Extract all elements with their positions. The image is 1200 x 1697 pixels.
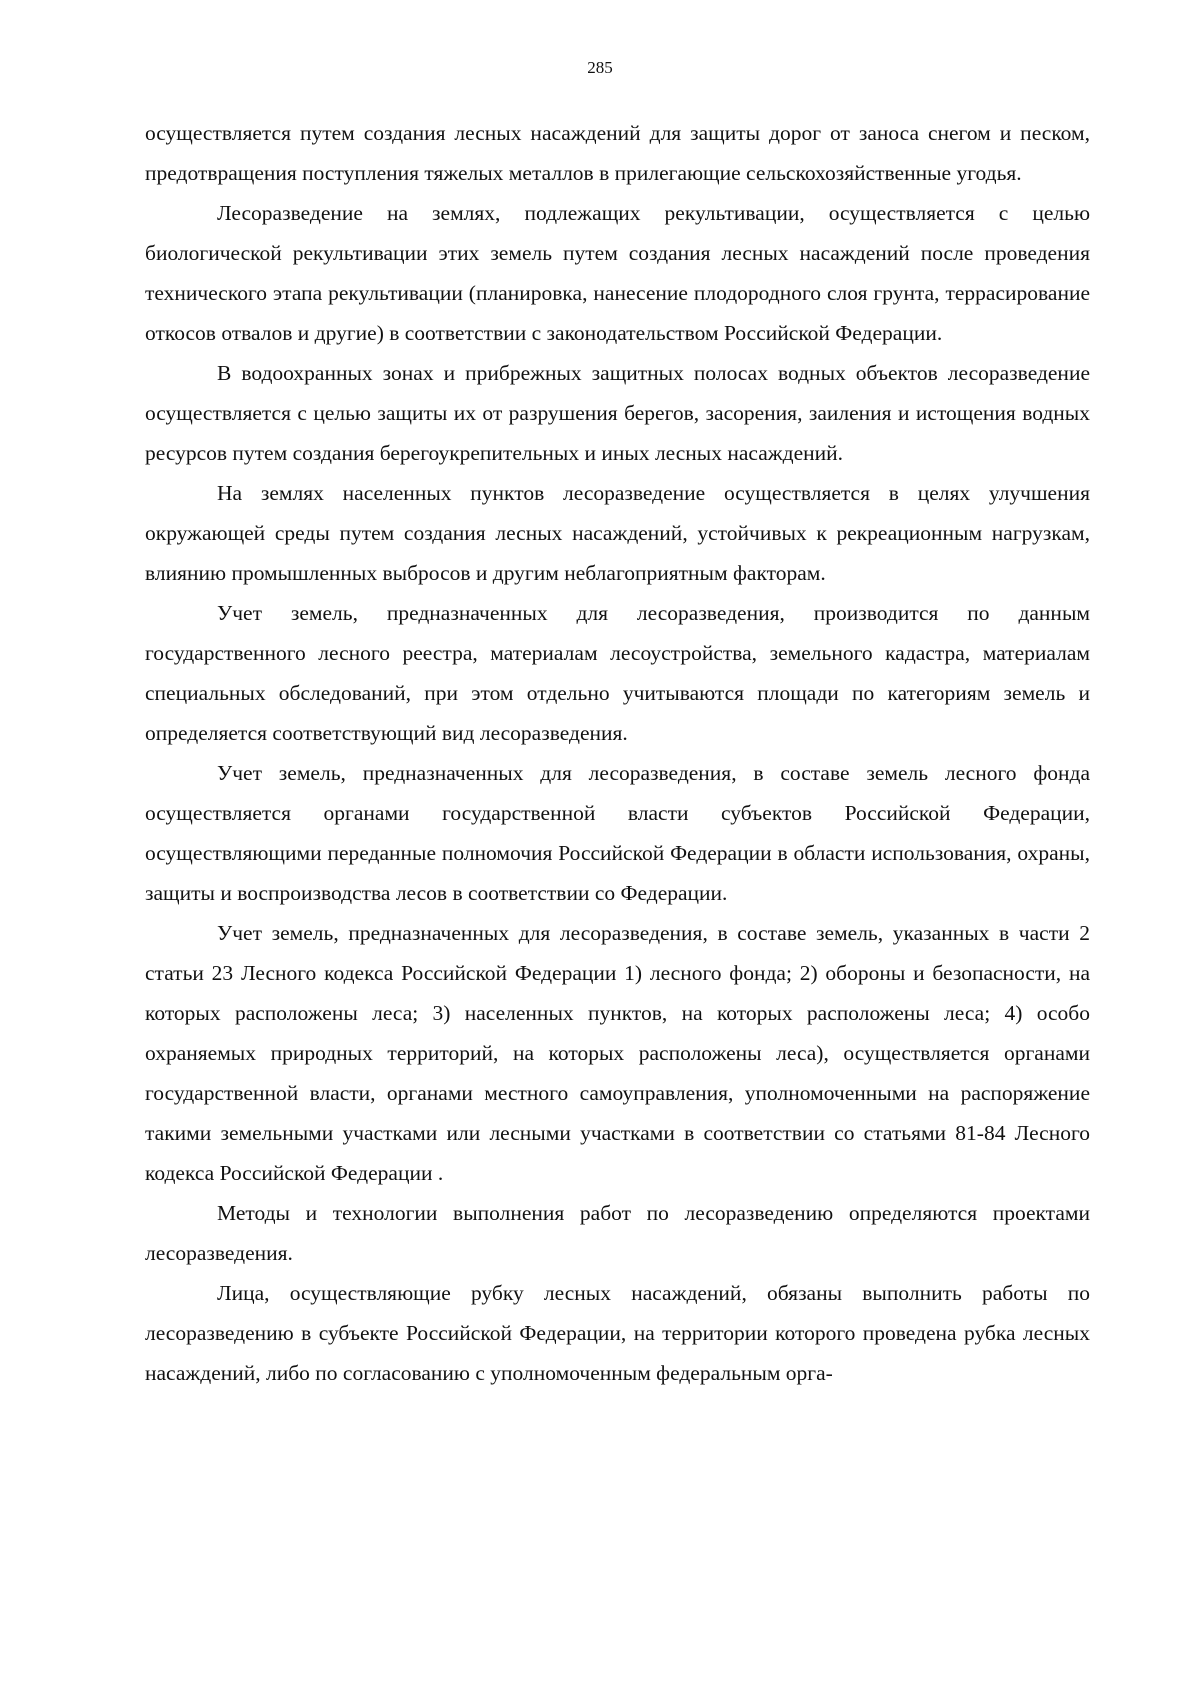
page-number: 285 [587, 58, 613, 77]
paragraph: На землях населенных пунктов лесоразведение осуществляется в целях улучшения окружающей среды путем создания лесных насаждений, устойчивых к рекреационным нагрузкам, влиянию промышленных выбросов и другим неблагоприятным факторам. [145, 481, 1090, 585]
paragraph: Учет земель, предназначенных для лесоразведения, производится по данным государственного лесного реестра, материалам лесоустройства, земельного кадастра, материалам специальных обследований, при этом отдельно учитываются площади по категориям земель и определяется соответствующий вид лесоразведения. [145, 601, 1090, 745]
document-body [145, 113, 1090, 1393]
paragraph: В водоохранных зонах и прибрежных защитных полосах водных объектов лесоразведение осуществляется с целью защиты их от разрушения берегов, засорения, заиления и истощения водных ресурсов путем создания берегоукрепительных и иных лесных насаждений. [145, 361, 1090, 465]
paragraph: Лесоразведение на землях, подлежащих рекультивации, осуществляется с целью биологической рекультивации этих земель путем создания лесных насаждений после проведения технического этапа рекультивации (планировка, нанесение плодородного слоя грунта, террасирование откосов отвалов и другие) в соответствии с законодательством Российской Федерации. [145, 201, 1090, 345]
paragraph: Методы и технологии выполнения работ по лесоразведению определяются проектами лесоразведения. [145, 1201, 1090, 1265]
paragraph: осуществляется путем создания лесных насаждений для защиты дорог от заноса снегом и песком, предотвращения поступления тяжелых металлов в прилегающие сельскохозяйственные угодья. [145, 121, 1090, 185]
paragraph: Учет земель, предназначенных для лесоразведения, в составе земель лесного фонда осуществляется органами государственной власти субъектов Российской Федерации, осуществляющими переданные полномочия Российской Федерации в области использования, охраны, защиты и воспроизводства лесов в соответствии со Федерации. [145, 761, 1090, 905]
paragraph: Лица, осуществляющие рубку лесных насаждений, обязаны выполнить работы по лесоразведению в субъекте Российской Федерации, на территории которого проведена рубка лесных насаждений, либо по согласованию с уполномоченным федеральным орга- [145, 1281, 1090, 1385]
paragraph: Учет земель, предназначенных для лесоразведения, в составе земель, указанных в части 2 статьи 23 Лесного кодекса Российской Федерации 1) лесного фонда; 2) обороны и безопасности, на которых расположены леса; 3) населенных пунктов, на которых расположены леса; 4) особо охраняемых природных территорий, на которых расположены леса), осуществляется органами государственной власти, органами местного самоуправления, уполномоченными на распоряжение такими земельными участками или лесными участками в соответствии со статьями 81-84 Лесного кодекса Российской Федерации . [145, 921, 1090, 1185]
